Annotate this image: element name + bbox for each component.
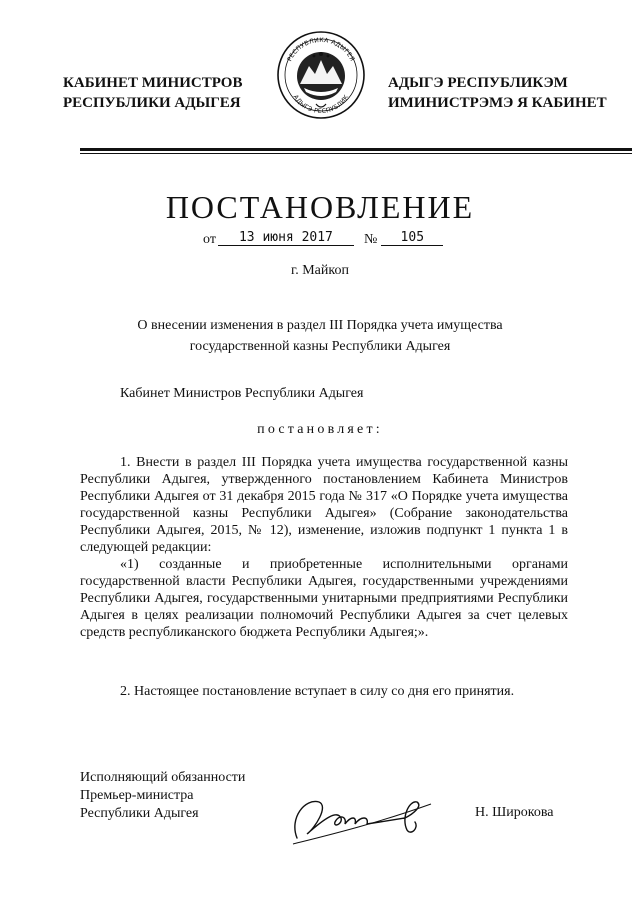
document-title: ПОСТАНОВЛЕНИЕ <box>165 189 475 225</box>
paragraph-2: 2. Настоящее постановление вступает в силу со дня его принятия. <box>120 684 515 699</box>
issuer-header-right <box>388 73 607 113</box>
document-subject <box>0 315 640 357</box>
header-divider-thick <box>80 148 632 151</box>
signatory-position <box>80 769 245 823</box>
header-divider-thin <box>80 153 632 154</box>
position-line1: Исполняющий обязанности <box>80 770 246 785</box>
city: г. Майкоп <box>291 263 349 278</box>
emblem-text-top: РЕСПУБЛИКА АДЫГЕЯ <box>286 36 356 63</box>
date-prefix: от <box>203 232 216 247</box>
issuer-right-line2: ИМИНИСТРЭМЭ Я КАБИНЕТ <box>388 95 607 111</box>
position-line2: Премьер-министра <box>80 788 194 803</box>
paragraph-1-quote: «1) созданные и приобретенные исполнительными органами государственной власти Республики Адыгея, государственными учреждениями Республики Адыгея, государственными унитарными предприятиями Республики Адыгея в целях реализации полномочий Республики Адыгея за счет целевых средств республиканского бюджета Республики Адыгея;». <box>80 557 568 640</box>
document-body <box>80 454 568 641</box>
handwritten-signature <box>285 788 435 850</box>
issuer-left-line1: КАБИНЕТ МИНИСТРОВ <box>63 75 243 91</box>
emblem-text-bottom: АДЫГЭ РЕСПУБЛИК <box>291 93 351 116</box>
position-line3: Республики Адыгея <box>80 806 199 821</box>
number-prefix: № <box>363 232 378 247</box>
subject-line1: О внесении изменения в раздел III Порядка учета имущества <box>137 318 503 333</box>
subject-line2: государственной казны Республики Адыгея <box>189 339 451 354</box>
resolves-word: постановляет: <box>257 422 383 437</box>
signer-name: Н. Широкова <box>475 805 554 820</box>
coat-of-arms-emblem <box>276 30 366 120</box>
issuer-header-left <box>63 73 242 113</box>
issuer-left-line2: РЕСПУБЛИКИ АДЫГЕЯ <box>63 95 241 111</box>
issuer-right-line1: АДЫГЭ РЕСПУБЛИКЭМ <box>388 75 568 91</box>
paragraph-1: 1. Внести в раздел III Порядка учета имущества государственной казны Республики Адыгея, утвержденного постановлением Кабинета Министров Республики Адыгея от 31 декабря 2015 года № 317 «О Порядке учета имущества государственной казны Республики Адыгея» (Собрание законодательства Республики Адыгея, 2015, № 12), изменение, изложив подпункт 1 пункта 1 в следующей редакции: <box>80 455 568 555</box>
preamble: Кабинет Министров Республики Адыгея <box>120 386 364 401</box>
document-number: 105 <box>381 230 443 246</box>
date-number-line <box>203 232 443 248</box>
document-date: 13 июня 2017 <box>218 230 354 246</box>
